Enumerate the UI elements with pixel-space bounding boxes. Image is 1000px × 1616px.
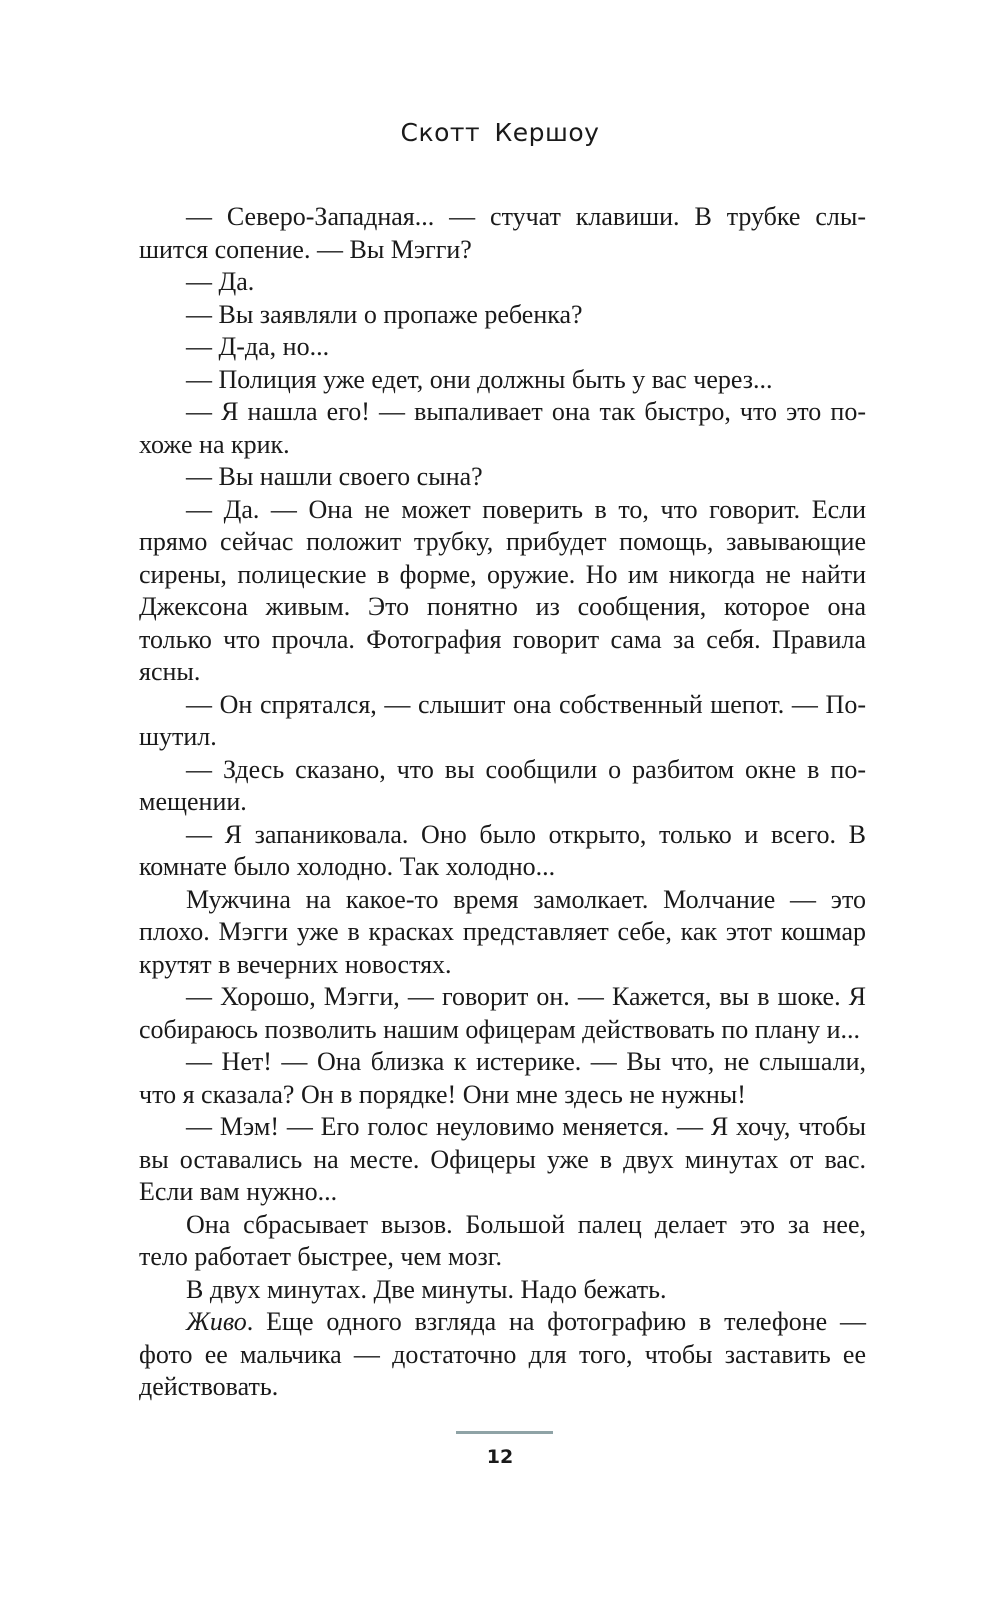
paragraph-final (139, 1306, 866, 1404)
paragraph: — Хорошо, Мэгги, — говорит он. — Кажется, вы в шоке. Я собираюсь позволить нашим офицерам действовать по плану и... (139, 982, 866, 1044)
paragraph: — Я запаниковала. Оно было открыто, только и всего. В комнате было холодно. Так холодно... (139, 819, 866, 881)
paragraph: — Нет! — Она близка к истерике. — Вы что, не слышали, что я сказала? Он в порядке! Они мне здесь не нужны! (139, 1047, 866, 1109)
paragraph-final-rest: . Еще одного взгляда на фотографию в телефоне — фото ее мальчика — достаточно для того, чтобы заставить ее действовать. (139, 1307, 866, 1401)
paragraph: — Вы нашли своего сына? (186, 462, 483, 491)
paragraph: — Вы заявляли о пропаже ребенка? (186, 299, 583, 329)
paragraph: — Северо-Западная... — стучат клавиши. В трубке слышится сопение. — Вы Мэгги? (139, 202, 866, 264)
paragraph: — Полиция уже едет, они должны быть у вас через... (186, 364, 773, 394)
page-number: 12 (486, 1446, 514, 1468)
paragraph: — Мэм! — Его голос неуловимо меняется. — Я хочу, чтобы вы оставались на месте. Офицеры уже в двух минутах от вас. Если вам нужно... (139, 1112, 866, 1206)
paragraph: — Да. (186, 267, 255, 296)
paragraph: Она сбрасывает вызов. Большой палец делает это за нее, тело работает быстрее, чем мозг. (139, 1209, 866, 1271)
italic-lead-word: Живо (186, 1307, 247, 1336)
paragraph: — Я нашла его! — выпаливает она так быстро, что это похоже на крик. (139, 397, 866, 459)
running-head-author: Скотт Кершоу (400, 118, 600, 147)
paragraph: В двух минутах. Две минуты. Надо бежать. (186, 1274, 667, 1304)
folio-rule (456, 1431, 553, 1434)
paragraph: — Д-да, но... (186, 332, 330, 361)
paragraph: — Здесь сказано, что вы сообщили о разбитом окне в помещении. (139, 754, 866, 816)
paragraph: — Да. — Она не может поверить в то, что говорит. Если прямо сейчас положит трубку, прибудет помощь, завывающие сирены, полицеские в форме, оружие. Но им никогда не найти Джексона живым. Это понятно из сообщения, которое она только что прочла. Фотография говорит сама за себя. Правила ясны. (139, 494, 866, 686)
paragraph: Мужчина на какое-то время замолкает. Молчание — это плохо. Мэгги уже в красках представляет себе, как этот кошмар крутят в вечерних новостях. (139, 884, 866, 979)
body-text (139, 201, 866, 1404)
paragraph: — Он спрятался, — слышит она собственный шепот. — Пошутил. (139, 689, 866, 751)
